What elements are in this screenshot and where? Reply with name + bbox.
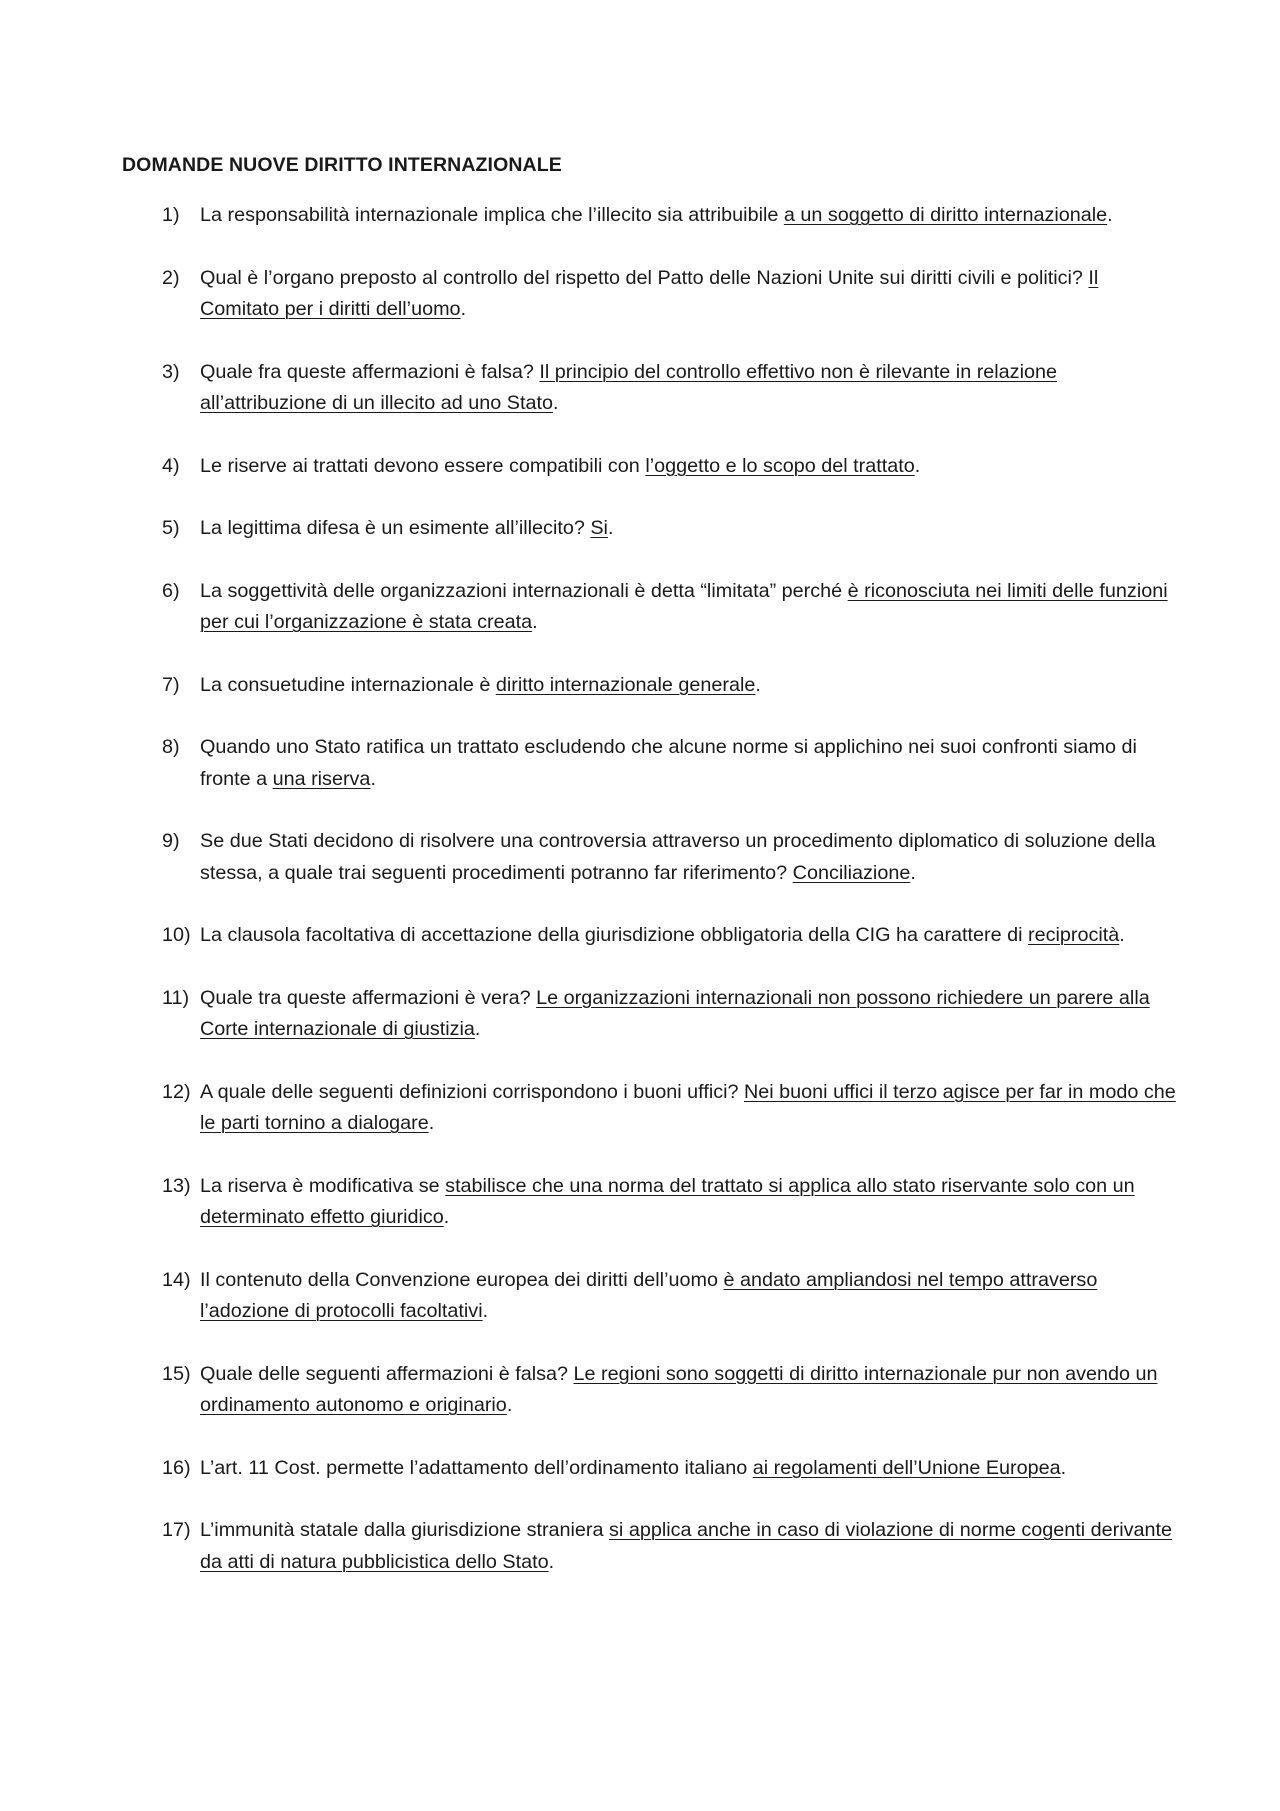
question-text: Le riserve ai trattati devono essere compatibili con [200, 454, 646, 477]
answer-text: diritto internazionale generale [495, 673, 756, 696]
question-number: 14) [162, 1268, 191, 1291]
question-item [122, 1077, 1177, 1140]
question-end: . [474, 1018, 481, 1040]
question-end: . [370, 767, 376, 790]
question-end: . [482, 1300, 489, 1322]
answer-text: Le regioni sono soggetti di diritto internazionale pur non avendo un ordinamento autonomo e originario [200, 1362, 1158, 1416]
question-number: 15) [162, 1362, 191, 1385]
question-text: Quale delle seguenti affermazioni è falsa? [200, 1362, 574, 1385]
question-number: 16) [162, 1456, 191, 1479]
question-end: . [607, 517, 614, 539]
question-text: La soggettività delle organizzazioni internazionali è detta “limitata” perché [200, 579, 848, 602]
question-item [122, 1515, 1177, 1578]
question-text: Quale fra queste affermazioni è falsa? [200, 360, 540, 383]
question-number: 7) [162, 673, 180, 696]
question-end: . [532, 611, 538, 633]
question-item [122, 513, 1177, 545]
answer-text: Nei buoni uffici il terzo agisce per far in modo che le parti tornino a dialogare [200, 1080, 1176, 1134]
question-end: . [553, 392, 559, 414]
question-item [122, 1453, 1177, 1485]
question-text: Il contenuto della Convenzione europea dei diritti dell’uomo [200, 1268, 724, 1291]
answer-text: l’oggetto e lo scopo del trattato [645, 454, 915, 477]
answer-text: si applica anche in caso di violazione di norme cogenti derivante da atti di natura pubblicistica dello Stato [200, 1519, 1173, 1573]
answer-text: è riconosciuta nei limiti delle funzioni per cui l’organizzazione è stata creata [200, 579, 1168, 633]
question-number: 11) [162, 986, 190, 1009]
question-number: 17) [162, 1519, 191, 1541]
question-end: . [506, 1394, 513, 1416]
question-item [122, 263, 1177, 326]
question-text: Quale tra queste affermazioni è vera? [200, 986, 537, 1009]
question-item [122, 1171, 1177, 1234]
question-end: . [443, 1206, 450, 1228]
question-item [122, 920, 1177, 952]
question-item [122, 826, 1177, 889]
answer-text: ai regolamenti dell’Unione Europea [752, 1456, 1061, 1479]
answer-text: reciprocità [1028, 924, 1120, 946]
question-number: 8) [162, 736, 180, 758]
answer-text: è andato ampliandosi nel tempo attraverso l’adozione di protocolli facoltativi [200, 1268, 1098, 1322]
question-text: La clausola facoltativa di accettazione della giurisdizione obbligatoria della CIG ha carattere di [200, 924, 1029, 946]
question-number: 1) [162, 204, 180, 226]
question-text: L’immunità statale dalla giurisdizione straniera [200, 1519, 610, 1541]
document-title: DOMANDE NUOVE DIRITTO INTERNAZIONALE [122, 154, 562, 176]
question-text: Quando uno Stato ratifica un trattato escludendo che alcune norme si applichino nei suoi confronti siamo di fronte a [200, 736, 1137, 790]
question-item [122, 576, 1177, 639]
question-end: . [1119, 924, 1125, 946]
question-text: La consuetudine internazionale è [200, 673, 496, 696]
question-item [122, 1265, 1177, 1328]
question-item [122, 357, 1177, 420]
question-end: . [914, 454, 921, 477]
question-text: Qual è l’organo preposto al controllo del rispetto del Patto delle Nazioni Unite sui diritti civili e politici? [200, 266, 1089, 289]
question-end: . [1060, 1456, 1067, 1479]
question-number: 2) [162, 266, 180, 289]
question-text: La responsabilità internazionale implica che l’illecito sia attribuibile [200, 204, 784, 226]
question-number: 13) [162, 1174, 191, 1197]
question-number: 4) [162, 454, 180, 477]
question-end: . [460, 298, 467, 320]
question-number: 9) [162, 830, 180, 852]
question-item [122, 451, 1177, 483]
question-text: Se due Stati decidono di risolvere una controversia attraverso un procedimento diplomatico di soluzione della stessa, a quale trai seguenti procedimenti potranno far riferimento? [200, 830, 1156, 884]
answer-text: Le organizzazioni internazionali non possono richiedere un parere alla Corte internazionale di giustizia [200, 986, 1150, 1040]
question-text: La riserva è modificativa se [200, 1174, 446, 1197]
question-item [122, 200, 1177, 232]
question-item [122, 732, 1177, 795]
answer-text: Si [590, 517, 608, 539]
question-item [122, 670, 1177, 702]
question-end: . [755, 673, 761, 696]
question-number: 10) [162, 924, 191, 946]
question-text: La legittima difesa è un esimente all’illecito? [200, 517, 591, 539]
question-text: L’art. 11 Cost. permette l’adattamento dell’ordinamento italiano [200, 1456, 753, 1479]
answer-text: Conciliazione [792, 861, 911, 884]
answer-text: una riserva [272, 767, 371, 790]
question-list [122, 200, 1177, 1609]
answer-text: stabilisce che una norma del trattato si applica allo stato riservante solo con un determinato effetto giuridico [200, 1174, 1135, 1228]
question-number: 5) [162, 517, 180, 539]
question-number: 3) [162, 360, 180, 383]
question-text: A quale delle seguenti definizioni corrispondono i buoni uffici? [200, 1080, 744, 1103]
question-end: . [548, 1550, 555, 1573]
question-number: 6) [162, 579, 180, 602]
answer-text: Il Comitato per i diritti dell’uomo [200, 266, 1099, 320]
question-item [122, 1359, 1177, 1422]
question-end: . [1107, 204, 1113, 226]
question-number: 12) [162, 1080, 191, 1103]
question-item [122, 983, 1177, 1046]
question-end: . [428, 1112, 435, 1134]
answer-text: a un soggetto di diritto internazionale [783, 204, 1108, 226]
answer-text: Il principio del controllo effettivo non è rilevante in relazione all’attribuzione di un illecito ad uno Stato [200, 360, 1057, 414]
question-end: . [910, 861, 916, 884]
